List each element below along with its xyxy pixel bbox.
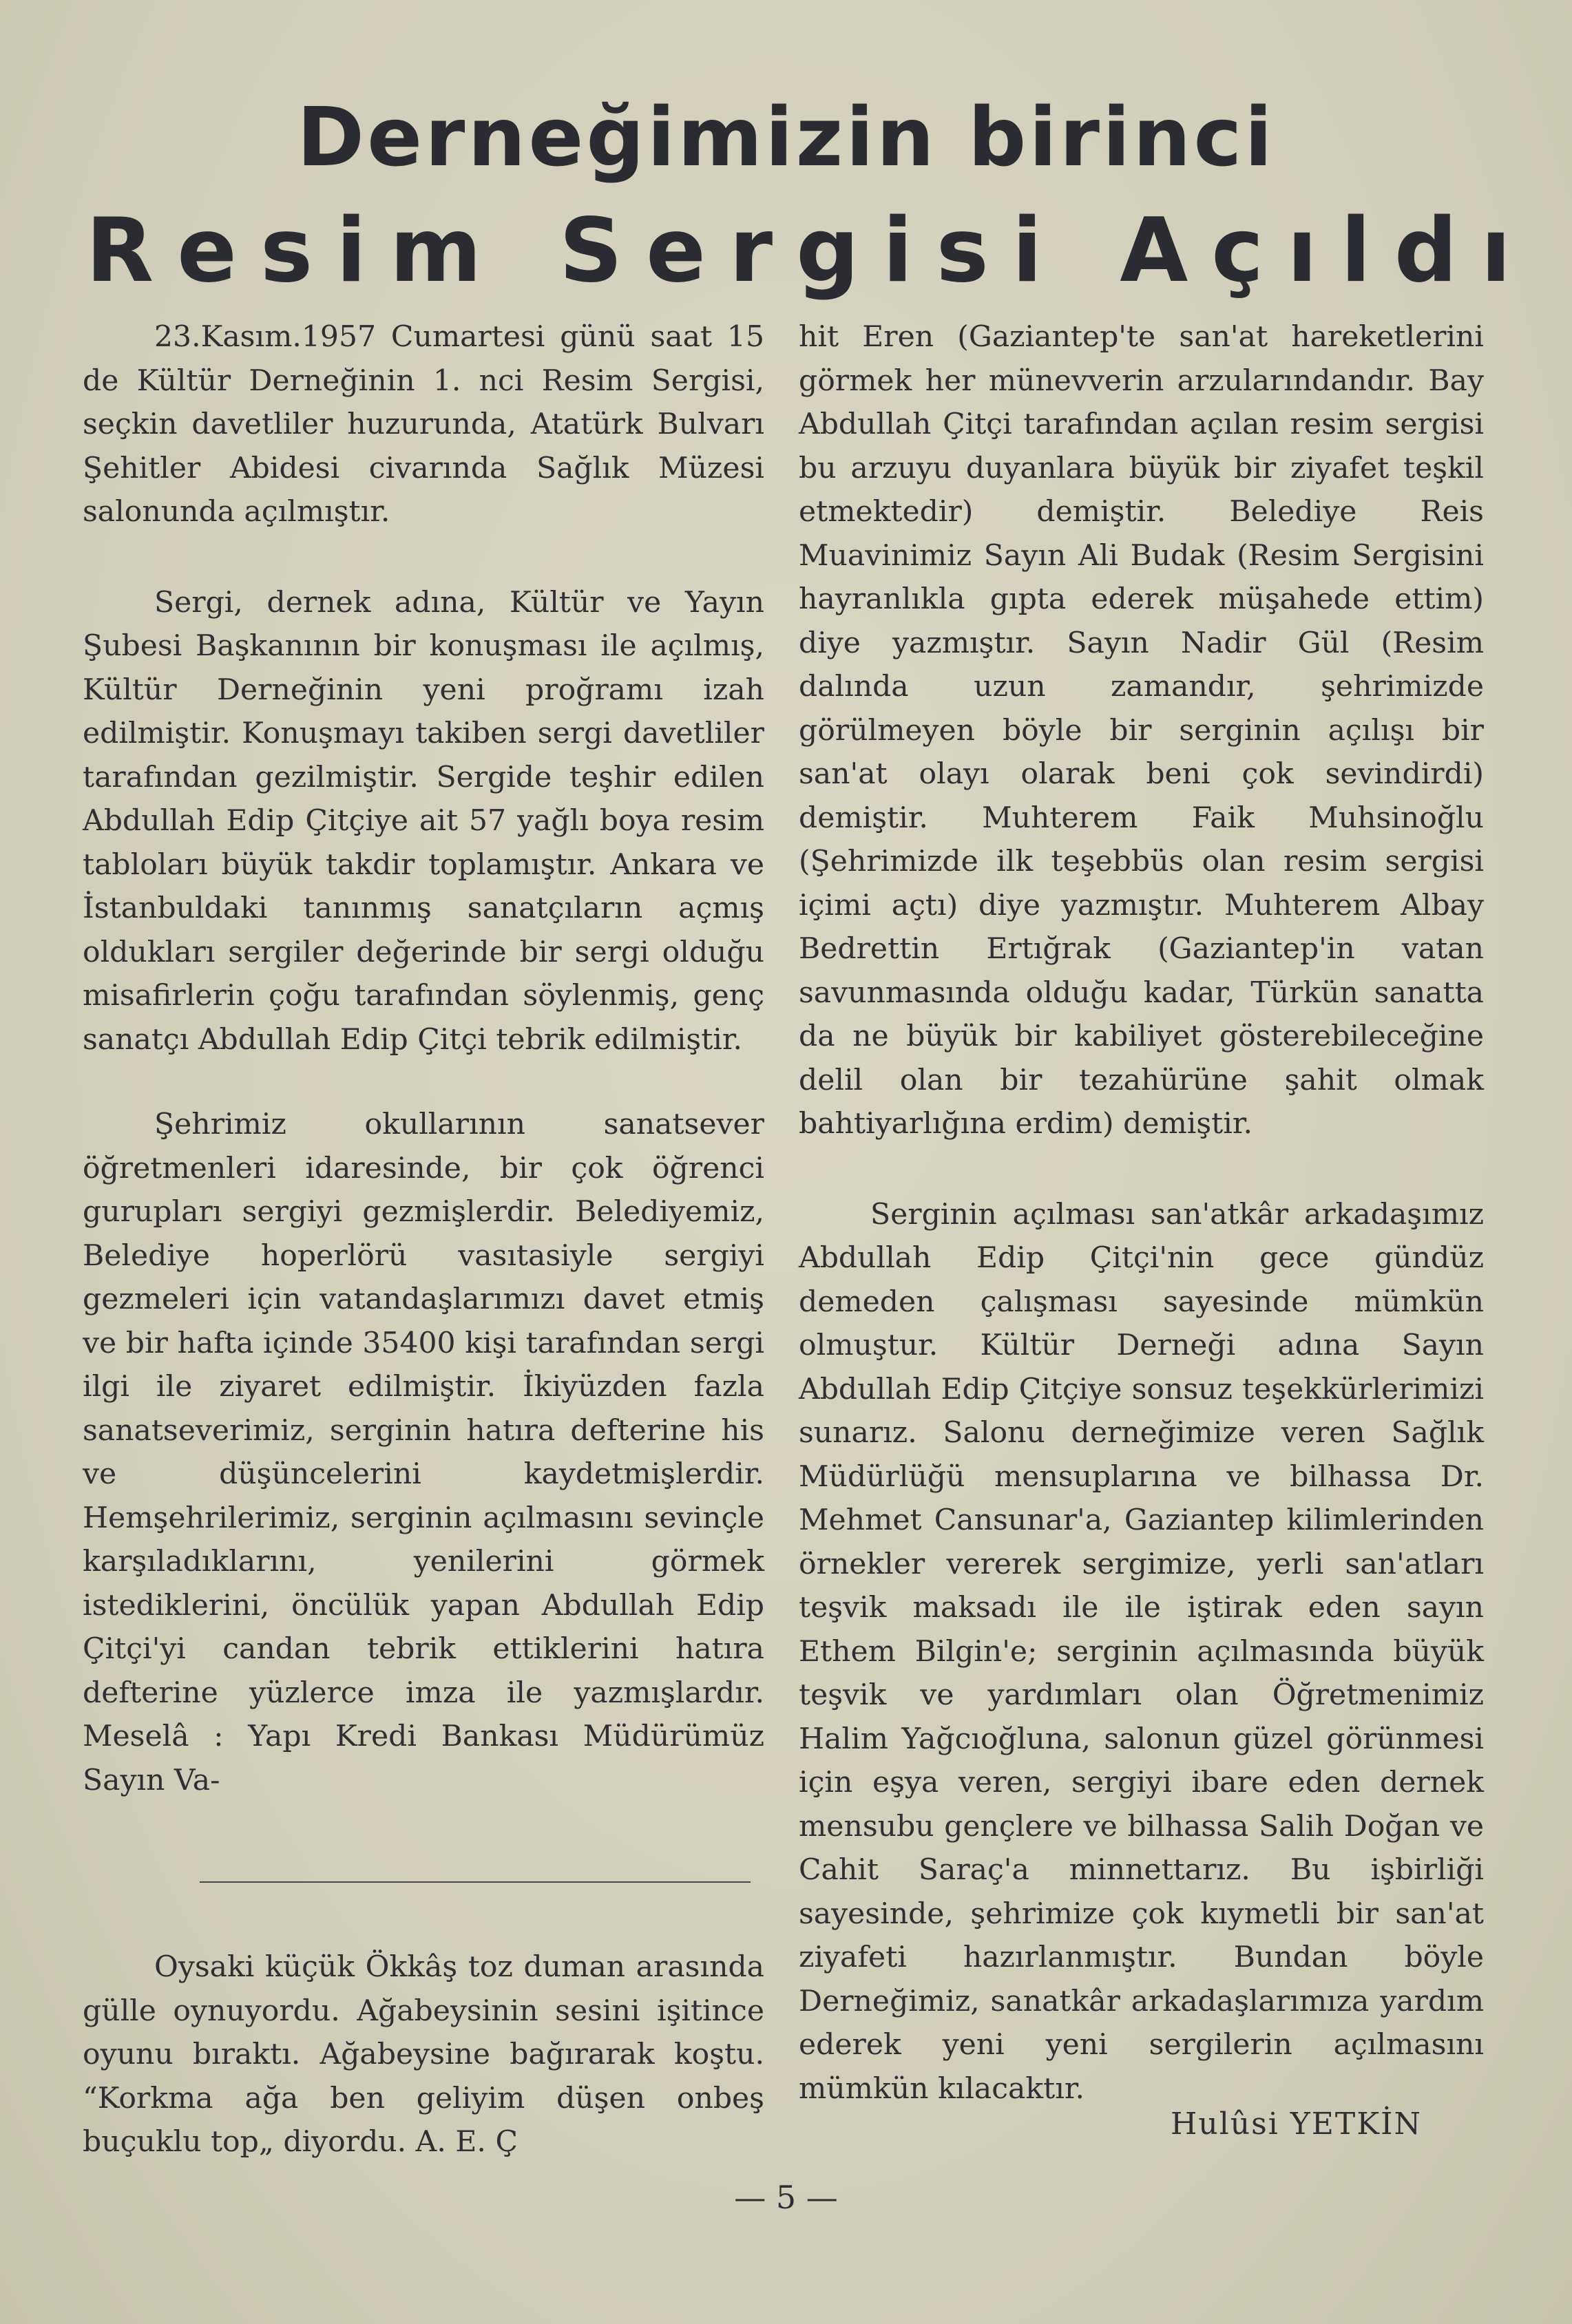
footer-note-column	[83, 1945, 764, 2164]
headline-line-1: Derneğimizin birinci	[297, 89, 1275, 184]
right-column	[799, 315, 1484, 2111]
article-paragraph-1: 23.Kasım.1957 Cumartesi günü saat 15 de Kültür Derneğinin 1. nci Resim Sergisi, seçkin davetliler huzurunda, Atatürk Bulvarı Şehitler Abidesi civarında Sağlık Müzesi salonunda açılmıştır.	[83, 320, 764, 529]
author-signature: Hulûsi YETKİN	[1171, 2106, 1423, 2142]
article-paragraph-2: Sergi, dernek adına, Kültür ve Yayın Şubesi Başkanının bir konuşması ile açılmış, Kültür Derneğinin yeni proğramı izah edilmiştir. Konuşmayı takiben sergi davetliler tarafından gezilmiştir. Sergide teşhir edilen Abdullah Edip Çitçiye ait 57 yağlı boya resim tabloları büyük takdir toplamıştır. Ankara ve İstanbuldaki tanınmış sanatçıların açmış oldukları sergiler değerinde bir sergi olduğu misafirlerin çoğu tarafından söylenmiş, genç sanatçı Abdullah Edip Çitçi tebrik edilmiştir.	[83, 585, 764, 1057]
column-divider-rule	[200, 1881, 751, 1883]
paragraph-spacer	[799, 1146, 1484, 1193]
paragraph-spacer	[83, 1061, 764, 1103]
headline-line-2: Resim Sergisi Açıldı	[85, 200, 1535, 302]
article-paragraph-4: hit Eren (Gaziantep'te san'at hareketlerini görmek her münevverin arzularındandır. Bay Abdullah Çitçi tarafından açılan resim sergisi bu arzuyu duyanlara büyük bir ziyafet teşkil etmektedir) demiştir. Belediye Reis Muavinimiz Sayın Ali Budak (Resim Sergisini hayranlıkla gıpta ederek müşahede ettim) diye yazmıştır. Sayın Nadir Gül (Resim dalında uzun zamandır, şehrimizde görülmeyen böyle bir serginin açılışı bir san'at olayı olarak beni çok sevindirdi) demiştir. Muhterem Faik Muhsinoğlu (Şehrimizde ilk teşebbüs olan resim sergisi içimi açtı) diye yazmıştır. Muhterem Albay Bedrettin Ertığrak (Gaziantep'in vatan savunmasında olduğu kadar, Türkün sanatta da ne büyük bir kabiliyet gösterebileceğine delil olan bir tezahürüne şahit olmak bahtiyarlığına erdim) demiştir.	[799, 320, 1484, 1141]
paragraph-spacer	[83, 534, 764, 581]
footer-note: Oysaki küçük Ökkâş toz duman arasında gülle oynuyordu. Ağabeysinin sesini işitince oyunu bıraktı. Ağabeysine bağırarak koştu. “Korkma ağa ben geliyim düşen onbeş buçuklu top„ diyordu. A. E. Ç	[83, 1950, 764, 2159]
article-paragraph-5: Serginin açılması san'atkâr arkadaşımız Abdullah Edip Çitçi'nin gece gündüz demeden çalışması sayesinde mümkün olmuştur. Kültür Derneği adına Sayın Abdullah Edip Çitçiye sonsuz teşekkürlerimizi sunarız. Salonu derneğimize veren Sağlık Müdürlüğü mensuplarına ve bilhassa Dr. Mehmet Cansunar'a, Gaziantep kilimlerinden örnekler vererek sergimize, yerli san'atları teşvik maksadı ile ile iştirak eden sayın Ethem Bilgin'e; serginin açılmasında büyük teşvik ve yardımları olan Öğretmenimiz Halim Yağcıoğluna, salonun güzel görünmesi için eşya veren, sergiyi ibare eden dernek mensubu gençlere ve bilhassa Salih Doğan ve Cahit Saraç'a minnettarız. Bu işbirliği sayesinde, şehrimize çok kıymetli bir san'at ziyafeti hazırlanmıştır. Bundan böyle Derneğimiz, sanatkâr arkadaşlarımıza yardım ederek yeni yeni sergilerin açılmasını mümkün kılacaktır.	[799, 1197, 1484, 2106]
article-paragraph-3: Şehrimiz okullarının sanatsever öğretmenleri idaresinde, bir çok öğrenci gurupları sergiyi gezmişlerdir. Belediyemiz, Belediye hoperlörü vasıtasiyle sergiyi gezmeleri için vatandaşlarımızı davet etmiş ve bir hafta içinde 35400 kişi tarafından sergi ilgi ile ziyaret edilmiştir. İkiyüzden fazla sanatseverimiz, serginin hatıra defterine his ve düşüncelerini kaydetmişlerdir. Hemşehrilerimiz, serginin açılmasını sevinçle karşıladıklarını, yenilerini görmek istediklerini, öncülük yapan Abdullah Edip Çitçi'yi candan tebrik ettiklerini hatıra defterine yüzlerce imza ile yazmışlardır. Meselâ : Yapı Kredi Bankası Müdürümüz Sayın Va-	[83, 1108, 764, 1797]
left-column	[83, 315, 764, 1802]
page-number: — 5 —	[734, 2179, 838, 2216]
